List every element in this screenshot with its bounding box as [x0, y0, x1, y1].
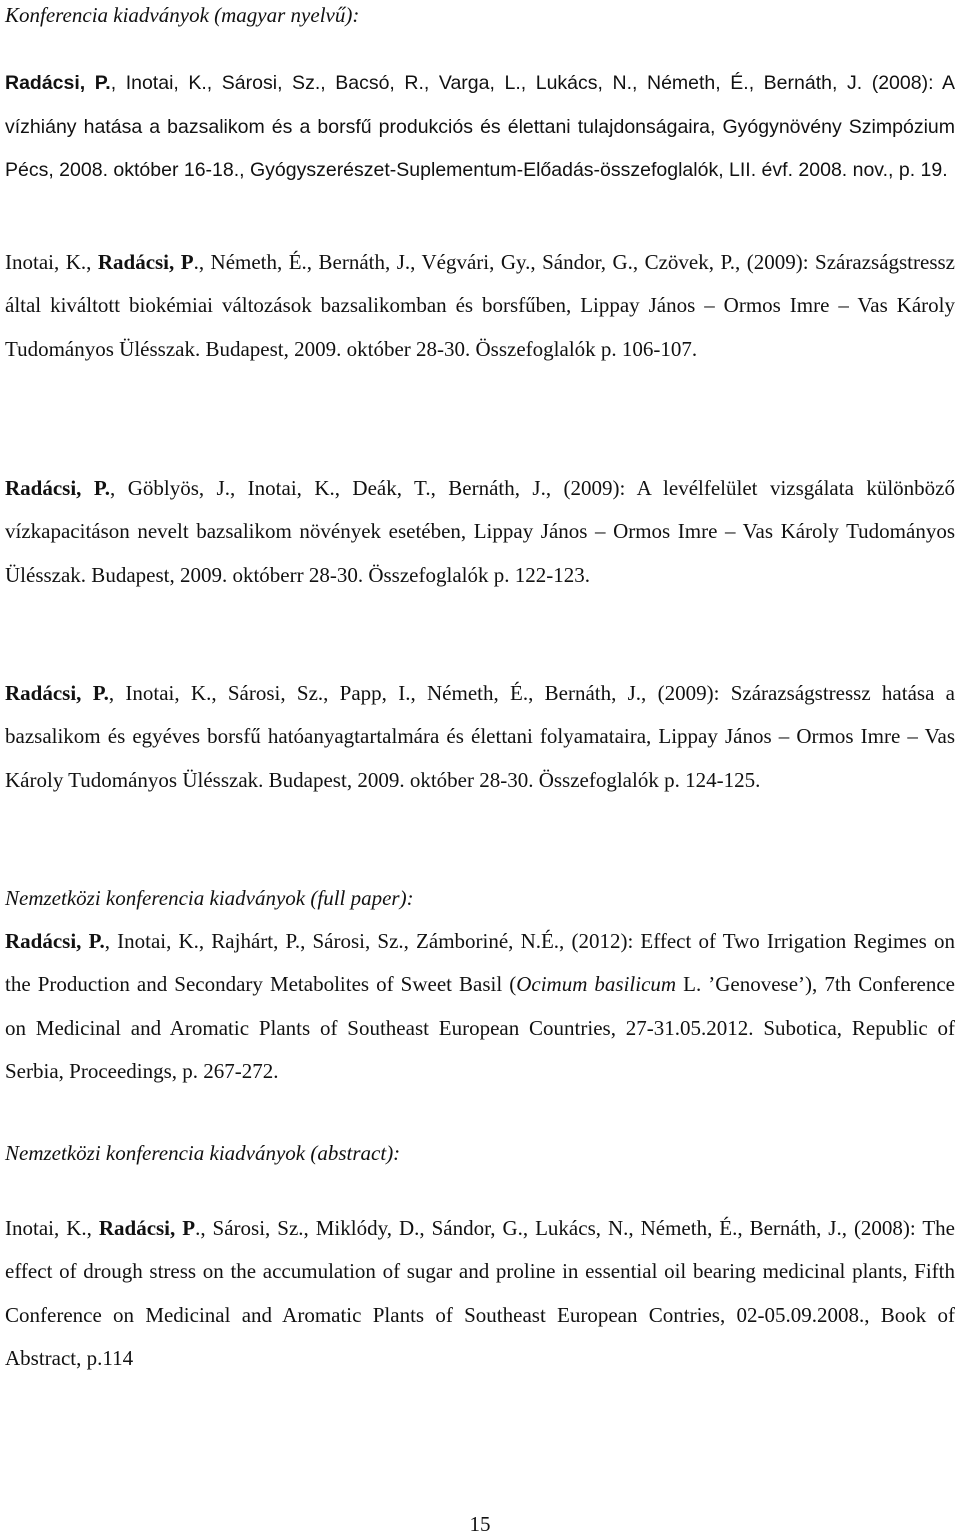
reference-author-bold: Radácsi, P	[98, 1216, 196, 1240]
reference-text-after: L. ’Genovese’), 7th Conference on Medicinal and Aromatic Plants of Southeast European Countries, 27-31.05.2012. Subotica, Republic of Serbia, Proceedings, p. 267-272.	[5, 972, 955, 1083]
reference-text: ., Németh, É., Bernáth, J., Végvári, Gy., Sándor, G., Czövek, P., (2009): Szárazságstressz által kiváltott biokémiai változások bazsalikomban és borsfűben, Lippay János – Ormos Imre – Vas Károly Tudományos Ülésszak. Budapest, 2009. október 28-30. Összefoglalók p. 106-107.	[5, 250, 955, 361]
reference-text-before: Inotai, K.,	[5, 1216, 99, 1240]
reference-text: ., Sárosi, Sz., Miklódy, D., Sándor, G., Lukács, N., Németh, É., Bernáth, J., (2008): The effect of drough stress on the accumulation of sugar and proline in essential oil bearing medicinal plants, Fifth Conference on Medicinal and Aromatic Plants of Southeast European Contries, 02-05.09.2008., Book of Abstract, p.114	[5, 1216, 956, 1370]
reference-entry	[5, 920, 955, 1093]
reference-author-bold: Radácsi, P.	[5, 929, 105, 953]
section-heading-international-full-paper: Nemzetközi konferencia kiadványok (full paper):	[5, 886, 414, 910]
reference-text: , Inotai, K., Sárosi, Sz., Bacsó, R., Varga, L., Lukács, N., Németh, É., Bernáth, J. (2008): A vízhiány hatása a bazsalikom és a borsfű produkciós és élettani tulajdonságaira, Gyógynövény Szimpózium Pécs, 2008. október 16-18., Gyógyszerészet-Suplementum-Előadás-összefoglalók, LII. évf. 2008. nov., p. 19.	[5, 72, 955, 181]
reference-text: , Inotai, K., Sárosi, Sz., Papp, I., Németh, É., Bernáth, J., (2009): Szárazságstressz hatása a bazsalikom és egyéves borsfű hatóanyagtartalmára és élettani folyamataira, Lippay János – Ormos Imre – Vas Károly Tudományos Ülésszak. Budapest, 2009. október 28-30. Összefoglalók p. 124-125.	[5, 681, 955, 792]
reference-text-before: Inotai, K.,	[5, 250, 98, 274]
species-name-italic: Ocimum basilicum	[516, 972, 677, 997]
reference-entry	[5, 467, 955, 597]
section-heading-hungarian-conferences: Konferencia kiadványok (magyar nyelvű):	[5, 3, 360, 27]
reference-author-bold: Radácsi, P.	[5, 72, 111, 94]
reference-author-bold: Radácsi, P	[97, 250, 194, 274]
reference-entry	[5, 672, 955, 802]
reference-text: , Göblyös, J., Inotai, K., Deák, T., Bernáth, J., (2009): A levélfelület vizsgálata különböző vízkapacitáson nevelt bazsalikom növények esetében, Lippay János – Ormos Imre – Vas Károly Tudományos Ülésszak. Budapest, 2009. októberr 28-30. Összefoglalók p. 122-123.	[5, 476, 955, 587]
section-heading-international-abstract: Nemzetközi konferencia kiadványok (abstract):	[5, 1141, 401, 1165]
reference-entry	[5, 1207, 955, 1380]
reference-entry	[5, 241, 955, 371]
page-number: 15	[469, 1512, 491, 1536]
reference-author-bold: Radácsi, P.	[5, 476, 111, 500]
reference-text: , Inotai, K., Rajhárt, P., Sárosi, Sz., Zámboriné, N.É., (2012): Effect of Two Irrigation Regimes on the Production and Secondary Metabolites of Sweet Basil (	[5, 929, 955, 997]
reference-author-bold: Radácsi, P.	[5, 681, 109, 705]
reference-entry	[5, 62, 955, 193]
